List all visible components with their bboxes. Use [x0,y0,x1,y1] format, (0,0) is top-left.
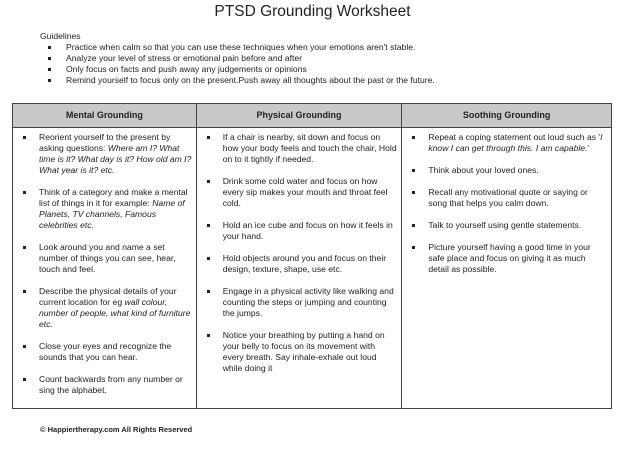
item-text: Talk to yourself using gentle statements. [428,220,582,230]
guideline-item: ▪ Only focus on facts and push away any judgements or opinions [60,64,435,75]
item-text: Engage in a physical activity like walking and counting the steps or jumping and counting the jumps. [222,286,394,318]
item-text: Drink some cold water and focus on how every sip makes your mouth and throat feel cold. [222,176,388,208]
header-mental: Mental Grounding [13,104,197,128]
technique-item [219,132,398,165]
technique-item [35,374,192,396]
soothing-list [402,132,607,275]
item-text: Picture yourself having a good time in your safe place and focus on giving it as much detail as possible. [428,242,591,274]
item-text: Recall any motivational quote or saying or song that helps you calm down. [428,187,588,208]
mental-list [13,132,192,396]
technique-item [424,242,607,275]
item-text: Close your eyes and recognize the sounds that you can hear. [39,341,172,362]
technique-item [35,286,192,330]
item-text: Notice your breathing by putting a hand on your belly to focus on its movement with every breath. Say inhale-exhale out loud while doing it [222,330,385,373]
item-text: Reorient yourself to the present by asking questions: [39,132,171,153]
item-text: Think about your loved ones. [428,165,539,175]
technique-item [219,330,398,374]
technique-item [424,132,607,154]
technique-item [35,341,192,363]
technique-item [424,220,607,231]
grounding-table [12,103,612,409]
guidelines-heading: Guidelines [40,31,81,41]
item-text: Hold objects around you and focus on their design, texture, shape, use etc. [222,253,387,274]
guideline-item: ▪ Practice when calm so that you can use these techniques when your emotions aren't stable. [60,42,435,53]
item-text: Look around you and name a set number of things you can see, hear, touch and feel. [39,242,176,274]
copyright-footer: © Happiertherapy.com All Rights Reserved [40,425,193,434]
technique-item [219,220,398,242]
item-text: Count backwards from any number or sing the alphabet. [39,374,183,395]
technique-item [219,253,398,275]
example-text: Name of Planets, TV channels, Famous celebrities etc. [39,198,185,230]
technique-item [35,187,192,231]
technique-item [424,187,607,209]
example-text: I know I can get through this. I am capable. [428,132,603,153]
technique-item [35,242,192,275]
example-text: Where am I? What time is it? What day is it? How old am I? What year is it? etc. [39,143,192,175]
physical-list [197,132,398,374]
technique-item [219,176,398,209]
technique-item [424,165,607,176]
guidelines-section [40,31,435,86]
guideline-item: ▪ Remind yourself to focus only on the present.Push away all thoughts about the past or the future. [60,75,435,86]
item-text: Think of a category and make a mental list of things in it for example: [39,187,188,208]
technique-item [35,132,192,176]
technique-item [219,286,398,319]
soothing-cell [402,128,612,409]
physical-cell [196,128,402,409]
item-text: Hold an ice cube and focus on how it feels in your hand. [222,220,393,241]
item-text: Describe the physical details of your current location for eg [39,286,177,307]
item-text: If a chair is nearby, sit down and focus on how your body feels and touch the chair, Hold on to it tightly if needed. [222,132,397,164]
header-soothing: Soothing Grounding [402,104,612,128]
header-physical: Physical Grounding [196,104,402,128]
guideline-item: ▪ Analyze your level of stress or emotional pain before and after [60,53,435,64]
page-title: PTSD Grounding Worksheet [214,3,411,20]
guidelines-list [40,42,435,86]
item-text: Repeat a coping statement out loud such as ' [428,132,601,142]
mental-cell [13,128,197,409]
item-text: ' [587,143,590,153]
example-text: wall colour, number of people, what kind of furniture etc. [39,297,191,329]
